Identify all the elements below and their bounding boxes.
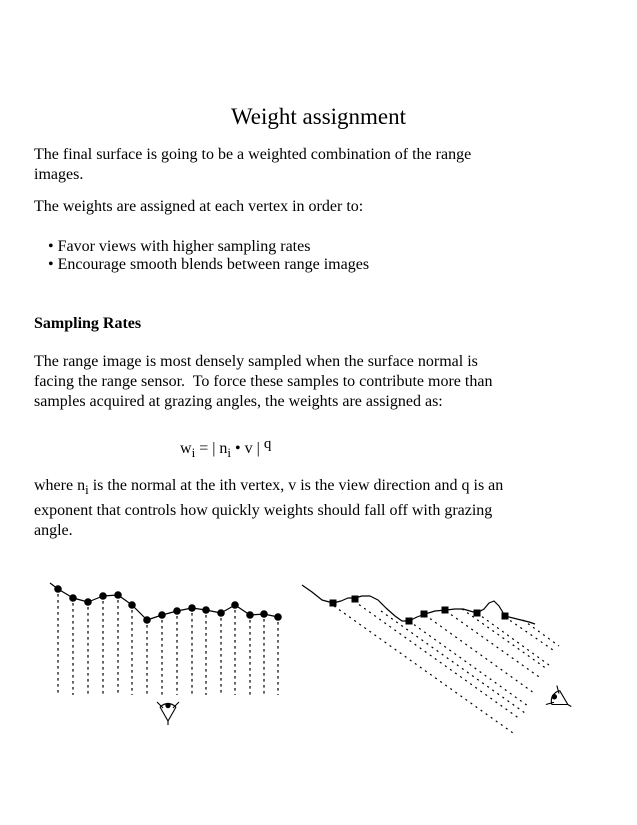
- formula-w-sub: i: [191, 445, 196, 460]
- sample-point: [84, 598, 92, 606]
- formula-exponent: q: [263, 436, 272, 452]
- sample-point: [188, 604, 196, 612]
- text-line: images.: [34, 166, 84, 183]
- view-ray: [334, 606, 513, 733]
- sample-point: [246, 611, 254, 619]
- figure-right-grazing: [302, 585, 577, 733]
- view-ray: [425, 615, 534, 693]
- formula-equals: =: [195, 440, 213, 457]
- sample-point: [158, 611, 166, 619]
- view-ray: [381, 611, 525, 713]
- sample-point-square: [352, 596, 359, 603]
- formula-n: n: [219, 440, 228, 457]
- sample-point: [114, 591, 122, 599]
- section-heading: Sampling Rates: [34, 315, 142, 332]
- figure-left-orthographic: [50, 583, 282, 725]
- sample-point: [231, 601, 239, 609]
- sample-point-square: [330, 600, 337, 607]
- view-ray: [354, 601, 520, 719]
- formula-left-bar: |: [212, 440, 220, 457]
- sample-point: [54, 585, 62, 593]
- sample-point: [69, 594, 77, 602]
- bullet-item: • Encourage smooth blends between range images: [48, 256, 370, 273]
- text-line: The weights are assigned at each vertex in order to:: [34, 198, 364, 215]
- text-line: angle.: [34, 522, 73, 539]
- text-line: exponent that controls how quickly weights should fall off with grazing: [34, 501, 493, 519]
- text-line: samples acquired at grazing angles, the weights are assigned as:: [34, 393, 443, 410]
- sample-point: [274, 613, 282, 621]
- view-ray: [477, 613, 549, 665]
- sample-point: [260, 610, 268, 618]
- eye-icon: [546, 685, 577, 716]
- text-segment: where n: [34, 477, 86, 494]
- formula-v: v: [244, 440, 253, 457]
- text-segment: is the normal at the ith vertex, v is the view direction and q is an: [88, 477, 504, 494]
- text-line: facing the range sensor. To force these samples to contribute more than: [34, 373, 493, 390]
- formula-w: w: [180, 440, 192, 457]
- sample-point-square: [474, 610, 481, 617]
- formula-n-sub: i: [227, 445, 232, 460]
- text-line: The range image is most densely sampled when the surface normal is: [34, 353, 478, 370]
- sample-point: [143, 616, 151, 624]
- bullet-item: • Favor views with higher sampling rates: [48, 238, 311, 255]
- sample-point: [99, 592, 107, 600]
- subscript-i: i: [85, 482, 89, 497]
- sample-point: [217, 609, 225, 617]
- sample-point-square: [406, 618, 413, 625]
- view-ray: [409, 621, 528, 706]
- formula-right-bar: |: [252, 440, 264, 457]
- eye-icon: [157, 702, 179, 725]
- sample-point: [173, 607, 181, 615]
- sample-point-square: [442, 607, 449, 614]
- sample-point-square: [502, 613, 509, 620]
- sample-point-square: [421, 611, 428, 618]
- sample-point: [128, 601, 136, 609]
- surface-curve: [302, 585, 535, 624]
- formula-dot-operator: •: [231, 440, 245, 457]
- page-title: Weight assignment: [230, 104, 407, 129]
- sample-point: [202, 606, 210, 614]
- text-line: The final surface is going to be a weighted combination of the range: [34, 146, 472, 163]
